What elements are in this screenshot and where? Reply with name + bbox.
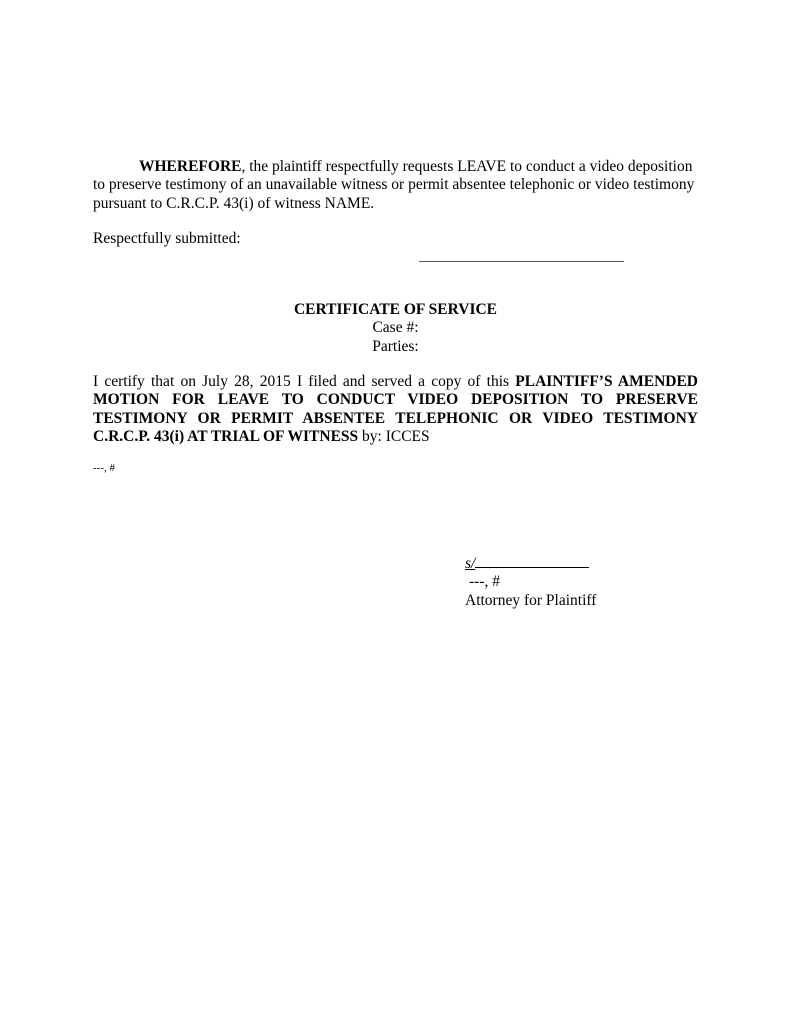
signature-prefix: s/ xyxy=(465,555,476,572)
signature-name: ---, # xyxy=(469,573,500,591)
certify-paragraph xyxy=(93,373,698,446)
signature-role: Attorney for Plaintiff xyxy=(465,591,597,609)
certificate-header xyxy=(93,301,698,356)
wherefore-paragraph xyxy=(93,158,698,213)
signature-underline xyxy=(475,566,589,568)
respectfully-submitted: Respectfully submitted: xyxy=(93,230,241,247)
motion-title: PLAINTIFF’S AMENDED MOTION FOR LEAVE TO CONDUCT VIDEO DEPOSITION TO PRESERVE TESTIMONY OR PERMIT ABSENTEE TELEPHONIC OR VIDEO TESTIMONY C.R.C.P. 43(i) AT TRIAL OF WITNESS xyxy=(93,373,699,445)
service-mark: ---, # xyxy=(93,462,115,474)
case-number-label: Case #: xyxy=(372,319,419,337)
wherefore-text: , the plaintiff respectfully requests LEAVE to conduct a video deposition to preserve testimony of an unavailable witness or permit absentee telephonic or video testimony pursuant to C.R.C.P. 43(i) of witness NAME. xyxy=(93,158,695,212)
signature-line xyxy=(419,261,624,262)
certify-tail: by: ICCES xyxy=(358,427,430,445)
certificate-title: CERTIFICATE OF SERVICE xyxy=(293,301,498,318)
wherefore-lead: WHEREFORE xyxy=(139,158,242,175)
parties-label: Parties: xyxy=(372,337,419,355)
signature-block xyxy=(465,555,665,610)
signature-row xyxy=(465,555,665,573)
certify-intro: I certify that on July 28, 2015 I filed and served a copy of this xyxy=(93,373,516,390)
